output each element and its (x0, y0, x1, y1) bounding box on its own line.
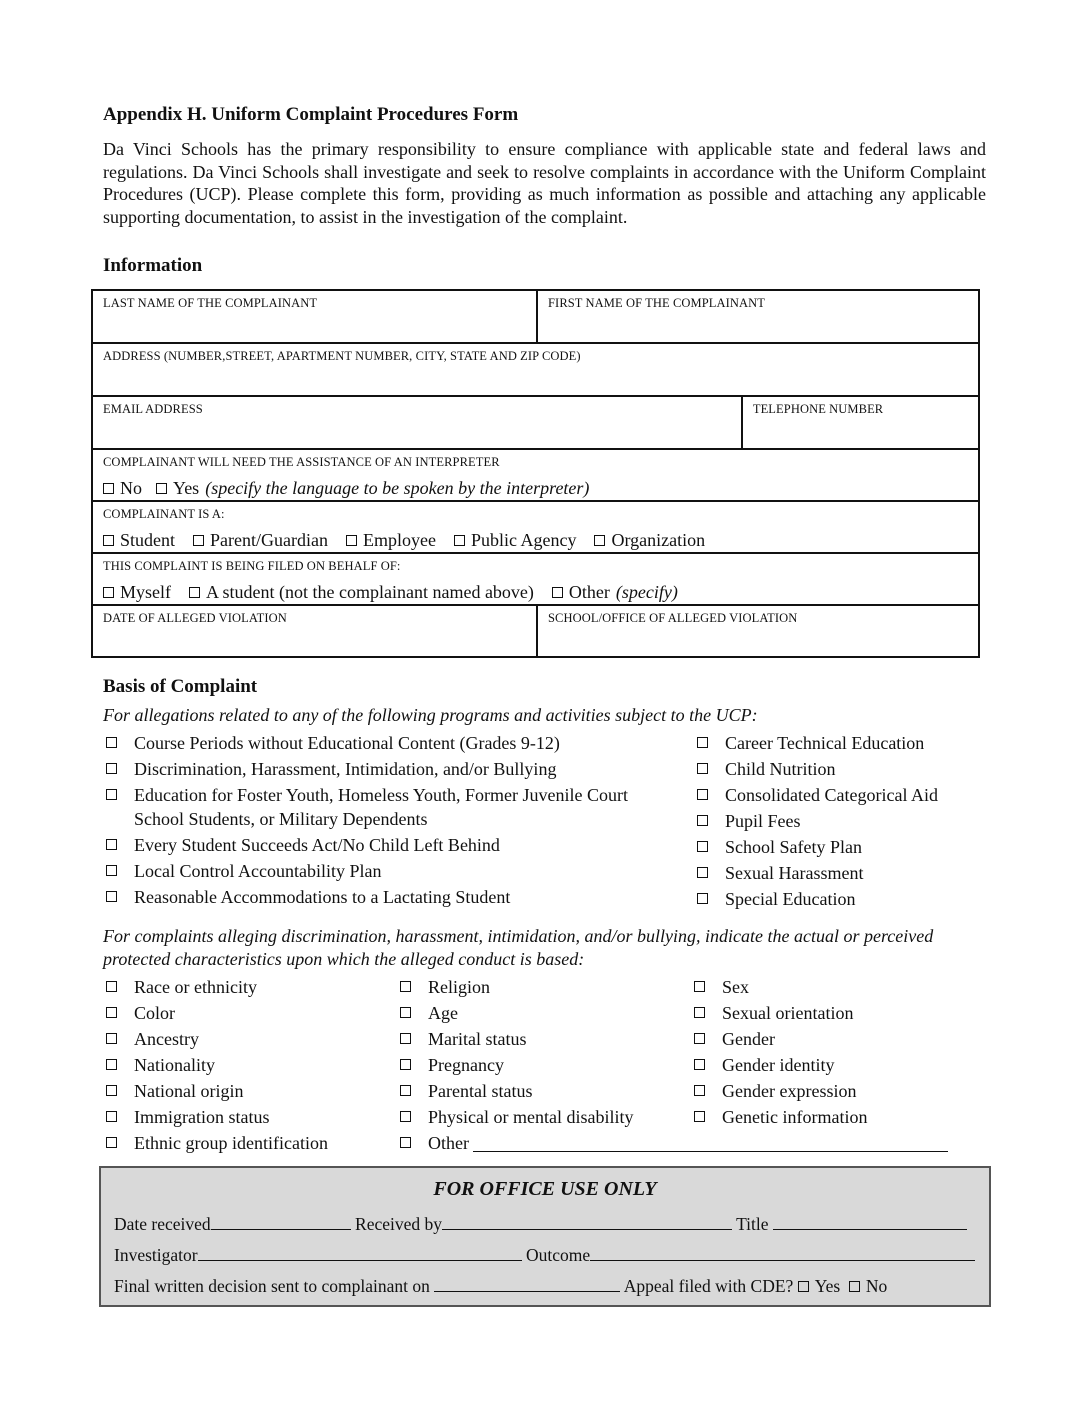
program-career-technical-education[interactable]: Career Technical Education (697, 731, 997, 757)
checkbox[interactable] (694, 1111, 705, 1122)
intro-paragraph: Da Vinci Schools has the primary responsibility to ensure compliance with applicable state and federal laws and regulations. Da Vinci Schools shall investigate and seek to resolve complaints in accordance with the Uniform Complaint Procedures (UCP). Please complete this form, providing as much information as possible and attaching any applicable supporting documentation, to assist in the investigation of the complaint. (103, 139, 986, 227)
characteristic-race-or-ethnicity[interactable]: Race or ethnicity (106, 975, 396, 1001)
office-heading: FOR OFFICE USE ONLY (433, 1178, 657, 1200)
characteristic-marital-status[interactable]: Marital status (400, 1027, 960, 1053)
checkbox[interactable] (106, 1111, 117, 1122)
last-name-field[interactable] (92, 290, 537, 343)
checkbox[interactable] (849, 1281, 860, 1292)
final-decision-label: Final written decision sent to complainant on (114, 1276, 430, 1296)
basis-heading: Basis of Complaint (103, 676, 258, 697)
outcome-label: Outcome (525, 1245, 591, 1265)
checkbox[interactable] (400, 1137, 411, 1148)
checkbox[interactable] (156, 483, 167, 494)
checkbox[interactable] (106, 763, 117, 774)
checkbox[interactable] (193, 535, 204, 546)
program-reasonable-accommodations-to-a-lactating-student[interactable]: Reasonable Accommodations to a Lactating Student (106, 885, 651, 911)
complainant-is-label: COMPLAINANT IS A: (103, 507, 225, 521)
program-sexual-harassment[interactable]: Sexual Harassment (697, 861, 997, 887)
checkbox[interactable] (106, 1085, 117, 1096)
other-characteristic-line[interactable] (473, 1137, 948, 1152)
checkbox[interactable] (106, 1137, 117, 1148)
complainant-type-parent-guardian[interactable]: Parent/Guardian (193, 530, 328, 551)
checkbox[interactable] (594, 535, 605, 546)
behalf-student-option[interactable]: A student (not the complainant named above) (189, 582, 534, 603)
telephone-field[interactable] (742, 396, 979, 449)
characteristics-col1 (106, 975, 396, 1157)
characteristic-religion[interactable]: Religion (400, 975, 960, 1001)
appeal-label: Appeal filed with CDE? (623, 1276, 794, 1296)
last-name-label: LAST NAME OF THE COMPLAINANT (103, 296, 318, 310)
appeal-no-option[interactable]: No (849, 1276, 887, 1297)
checkbox[interactable] (106, 789, 117, 800)
school-label: SCHOOL/OFFICE OF ALLEGED VIOLATION (548, 611, 798, 625)
checkbox[interactable] (552, 587, 563, 598)
checkbox[interactable] (106, 865, 117, 876)
behalf-label: THIS COMPLAINT IS BEING FILED ON BEHALF OF: (103, 559, 401, 573)
complainant-type-employee[interactable]: Employee (346, 530, 436, 551)
programs-list-left (106, 731, 651, 911)
checkbox[interactable] (106, 1007, 117, 1018)
characteristic-sexual-orientation[interactable]: Sexual orientation (694, 1001, 974, 1027)
date-received-line[interactable] (211, 1215, 351, 1230)
characteristic-gender[interactable]: Gender (694, 1027, 974, 1053)
characteristic-color[interactable]: Color (106, 1001, 396, 1027)
characteristic-immigration-status[interactable]: Immigration status (106, 1105, 396, 1131)
program-school-safety-plan[interactable]: School Safety Plan (697, 835, 997, 861)
characteristic-physical-or-mental-disability[interactable]: Physical or mental disability (400, 1105, 960, 1131)
characteristic-ancestry[interactable]: Ancestry (106, 1027, 396, 1053)
checkbox[interactable] (400, 1059, 411, 1070)
program-child-nutrition[interactable]: Child Nutrition (697, 757, 997, 783)
programs-intro: For allegations related to any of the following programs and activities subject to the UCP: (103, 705, 758, 725)
interpreter-label: COMPLAINANT WILL NEED THE ASSISTANCE OF AN INTERPRETER (103, 455, 500, 469)
program-education-for-foster-youth-homeless-youth-former-juvenile-court-school-students-or-military-dependents[interactable]: Education for Foster Youth, Homeless Youth, Former Juvenile Court School Students, or Military Dependents (106, 783, 651, 833)
characteristic-pregnancy[interactable]: Pregnancy (400, 1053, 960, 1079)
address-field[interactable] (92, 343, 979, 396)
checkbox[interactable] (346, 535, 357, 546)
received-by-label: Received by (355, 1214, 443, 1234)
characteristic-national-origin[interactable]: National origin (106, 1079, 396, 1105)
date-field[interactable] (92, 605, 537, 657)
program-local-control-accountability-plan[interactable]: Local Control Accountability Plan (106, 859, 651, 885)
programs-list-right (697, 731, 997, 913)
information-heading: Information (103, 255, 203, 276)
program-special-education[interactable]: Special Education (697, 887, 997, 913)
checkbox[interactable] (106, 1059, 117, 1070)
checkbox[interactable] (697, 893, 708, 904)
characteristic-nationality[interactable]: Nationality (106, 1053, 396, 1079)
checkbox[interactable] (106, 737, 117, 748)
first-name-label: FIRST NAME OF THE COMPLAINANT (548, 296, 766, 310)
checkbox[interactable] (694, 981, 705, 992)
characteristic-age[interactable]: Age (400, 1001, 960, 1027)
checkbox[interactable] (697, 737, 708, 748)
interpreter-no-option[interactable]: No (103, 478, 142, 499)
checkbox[interactable] (400, 1033, 411, 1044)
checkbox[interactable] (694, 1085, 705, 1096)
checkbox[interactable] (103, 587, 114, 598)
characteristic-gender-identity[interactable]: Gender identity (694, 1053, 974, 1079)
complainant-type-organization[interactable]: Organization (594, 530, 705, 551)
characteristics-col3 (694, 975, 974, 1131)
first-name-field[interactable] (537, 290, 979, 343)
checkbox[interactable] (454, 535, 465, 546)
information-table (91, 289, 980, 658)
outcome-line[interactable] (590, 1246, 975, 1261)
interpreter-yes-option[interactable]: Yes (specify the language to be spoken by the interpreter) (156, 478, 589, 499)
checkbox[interactable] (103, 483, 114, 494)
checkbox[interactable] (697, 789, 708, 800)
checkbox[interactable] (106, 981, 117, 992)
title-label: Title (736, 1214, 769, 1234)
checkbox[interactable] (694, 1007, 705, 1018)
investigator-label: Investigator (114, 1245, 198, 1265)
characteristic-other[interactable]: Other (400, 1131, 960, 1157)
checkbox[interactable] (106, 891, 117, 902)
complainant-type-section (92, 501, 979, 553)
date-received-label: Date received (114, 1214, 211, 1234)
received-by-line[interactable] (442, 1215, 732, 1230)
checkbox[interactable] (106, 1033, 117, 1044)
complainant-type-student[interactable]: Student (103, 530, 175, 551)
behalf-other-option[interactable]: Other (specify) (552, 582, 678, 603)
checkbox[interactable] (697, 763, 708, 774)
checkbox[interactable] (103, 535, 114, 546)
email-field[interactable] (92, 396, 742, 449)
checkbox[interactable] (697, 867, 708, 878)
program-consolidated-categorical-aid[interactable]: Consolidated Categorical Aid (697, 783, 997, 809)
school-field[interactable] (537, 605, 979, 657)
program-every-student-succeeds-act-no-child-left-behind[interactable]: Every Student Succeeds Act/No Child Left Behind (106, 833, 651, 859)
appeal-yes-option[interactable]: Yes (798, 1276, 840, 1297)
telephone-label: TELEPHONE NUMBER (752, 402, 884, 416)
interpreter-section (92, 449, 979, 501)
checkbox[interactable] (400, 1085, 411, 1096)
complainant-type-public-agency[interactable]: Public Agency (454, 530, 577, 551)
characteristic-gender-expression[interactable]: Gender expression (694, 1079, 974, 1105)
checkbox[interactable] (400, 1007, 411, 1018)
characteristics-intro: For complaints alleging discrimination, harassment, intimidation, and/or bullying, indicate the actual or perceived protected characteristics upon which the alleged conduct is based: (103, 926, 934, 969)
program-course-periods-without-educational-content-grades-9-12[interactable]: Course Periods without Educational Content (Grades 9-12) (106, 731, 651, 757)
checkbox[interactable] (189, 587, 200, 598)
characteristic-ethnic-group-identification[interactable]: Ethnic group identification (106, 1131, 396, 1157)
final-decision-line[interactable] (434, 1277, 620, 1292)
characteristic-sex[interactable]: Sex (694, 975, 974, 1001)
checkbox[interactable] (400, 1111, 411, 1122)
checkbox[interactable] (694, 1033, 705, 1044)
checkbox[interactable] (697, 841, 708, 852)
investigator-line[interactable] (198, 1246, 522, 1261)
office-use-box (99, 1166, 991, 1307)
address-label: ADDRESS (NUMBER,STREET, APARTMENT NUMBER, CITY, STATE AND ZIP CODE) (103, 349, 581, 363)
program-discrimination-harassment-intimidation-and-or-bullying[interactable]: Discrimination, Harassment, Intimidation, and/or Bullying (106, 757, 651, 783)
checkbox[interactable] (400, 981, 411, 992)
characteristic-genetic-information[interactable]: Genetic information (694, 1105, 974, 1131)
title-line[interactable] (773, 1215, 967, 1230)
program-pupil-fees[interactable]: Pupil Fees (697, 809, 997, 835)
checkbox[interactable] (697, 815, 708, 826)
checkbox[interactable] (694, 1059, 705, 1070)
behalf-section (92, 553, 979, 605)
behalf-myself-option[interactable]: Myself (103, 582, 171, 603)
date-label: DATE OF ALLEGED VIOLATION (103, 611, 287, 625)
email-label: EMAIL ADDRESS (103, 402, 203, 416)
page-title: Appendix H. Uniform Complaint Procedures Form (103, 104, 519, 125)
characteristic-parental-status[interactable]: Parental status (400, 1079, 960, 1105)
checkbox[interactable] (798, 1281, 809, 1292)
checkbox[interactable] (106, 839, 117, 850)
